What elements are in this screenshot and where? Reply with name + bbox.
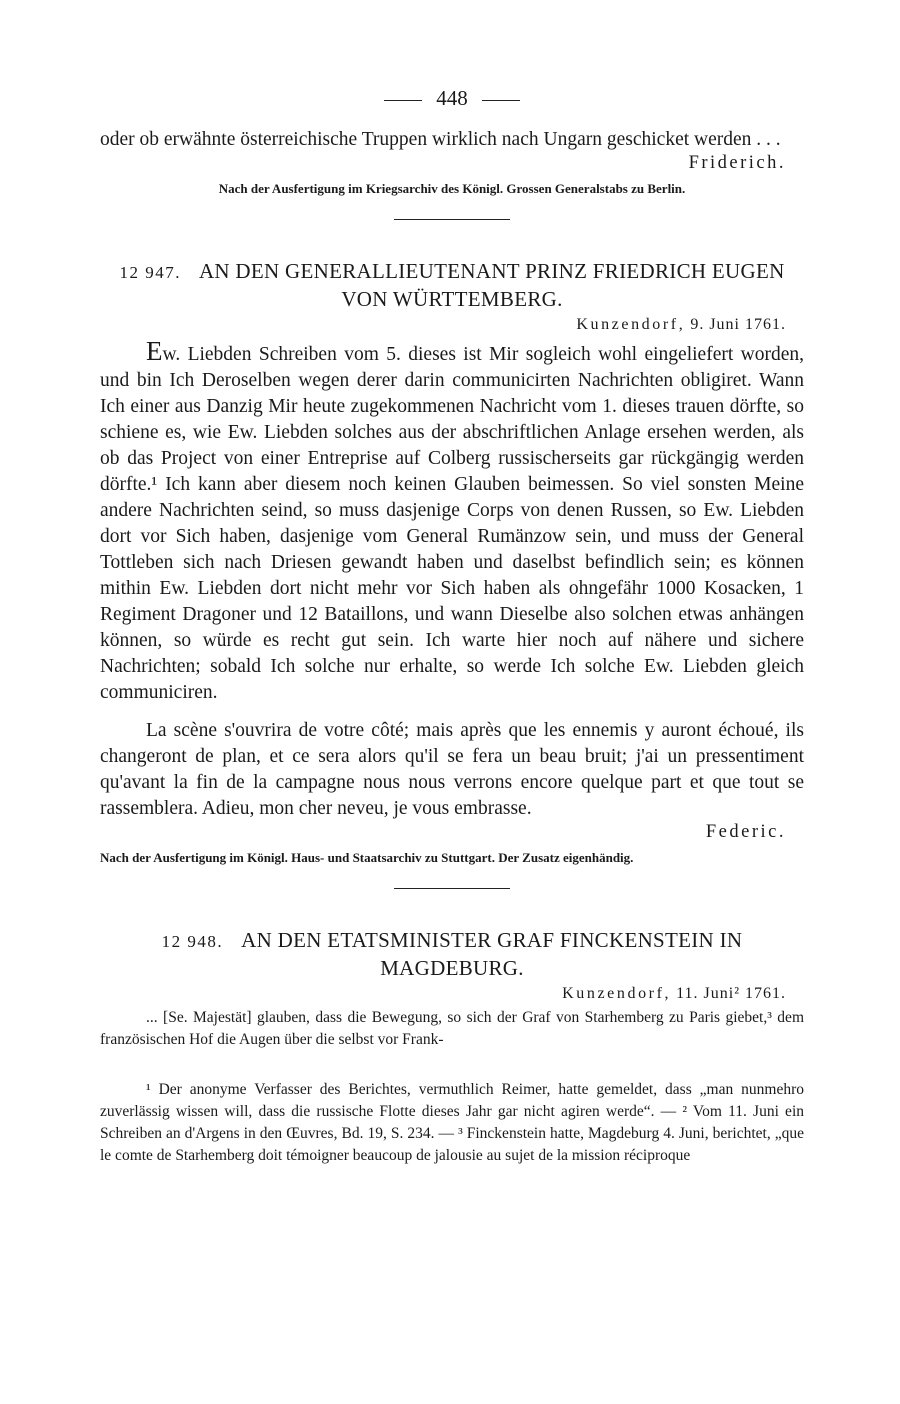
page (100, 86, 804, 1167)
letter-number: 12 947. (119, 263, 181, 282)
letter-body: ... [Se. Majestät] glauben, dass die Bewegung, so sich der Graf von Starhemberg zu Paris giebet,³ dem französischen Hof die Augen über die selbst vor Frank- (100, 1009, 804, 1048)
dateline-date: 9. Juni 1761. (690, 316, 786, 333)
letter-recipient: AN DEN ETATSMINISTER GRAF FINCKENSTEIN IN MAGDEBURG. (241, 928, 743, 980)
page-header (100, 86, 804, 111)
header-rule-right (482, 100, 520, 101)
footnote-text: ¹ Der anonyme Verfasser des Berichtes, vermuthlich Reimer, hatte gemeldet, dass „man nunmehro zuverlässig wissen will, dass die russische Flotte dieses Jahr gar nicht agiren werde“. — ² Vom 11. Juni ein Schreiben an d'Argens in den Œuvres, Bd. 19, S. 234. — ³ Finckenstein hatte, Magdeburg 4. Juni, berichtet, „que le comte de Starhemberg doit témoigner beaucoup de jalousie au sujet de la mission réciproque (100, 1081, 804, 1164)
signature-friderich: Friderich. (688, 153, 786, 173)
source-note: Nach der Ausfertigung im Kriegsarchiv des Königl. Grossen Generalstabs zu Berlin. (218, 181, 686, 196)
body-text: w. Liebden Schreiben vom 5. dieses ist Mir sogleich wohl eingeliefert worden, und bin Ich Deroselben wegen derer darin communicirten Nachrichten obligiret. Wann Ich einer aus Danzig Mir heute zugekommenen Nachricht vom 1. dieses trauen dörfte, so schiene es, wie Ew. Liebden solches aus der abschriftlichen Anlage ersehen werden, als ob das Project von einer Entreprise auf Colberg russischerseits gar rückgängig werden dörfte.¹ Ich kann aber diesem noch keinen Glauben beimessen. So viel sonsten Meine andere Nachrichten seind, so muss dasjenige Corps von denen Russen, so Ew. Liebden dort vor Sich haben, dasjenige vom General Rumänzow sein, und muss der General Tottleben sich nach Driesen gewandt haben und daselbst befindlich sein; es können mithin Ew. Liebden dort nicht mehr vor Sich haben als ohngefähr 1000 Kosacken, 1 Regiment Dragoner und 12 Bataillons, und wann Dieselbe also solchen etwas anhängen können, so würde es recht gut sein. Ich warte hier noch auf nähere und sichere Nachrichten; sobald Ich solche nur erhalte, so werde Ich solche Ew. Liebden gleich communiciren. (100, 344, 804, 703)
signature-federic: Federic. (705, 822, 786, 842)
continued-letter (100, 127, 804, 197)
dateline (100, 316, 786, 334)
dateline-date: 11. Juni² 1761. (676, 985, 786, 1002)
letter-body-german (100, 338, 804, 706)
letter-recipient: AN DEN GENERALLIEUTENANT PRINZ FRIEDRICH EUGEN VON WÜRTTEMBERG. (198, 259, 785, 311)
dateline (100, 985, 786, 1003)
letter-number: 12 948. (161, 932, 224, 951)
section-separator (394, 219, 510, 220)
letter-12947 (100, 258, 804, 866)
section-separator (394, 888, 510, 889)
letter-body-french: La scène s'ouvrira de votre côté; mais après que les ennemis y auront échoué, ils changeront de plan, et ce sera alors qu'il se fera un beau bruit; j'ai un pressentiment qu'avant la fin de la campagne nous nous verrons encore quelque part et que tout se rassemblera. Adieu, mon cher neveu, je vous embrasse. (100, 720, 804, 819)
continued-text: oder ob erwähnte österreichische Truppen wirklich nach Ungarn geschicket werden . . . (100, 129, 781, 150)
letter-heading (100, 927, 804, 981)
drop-cap: E (146, 336, 163, 366)
source-note: Nach der Ausfertigung im Königl. Haus- und Staatsarchiv zu Stuttgart. Der Zusatz eigenhändig. (100, 850, 634, 865)
dateline-place: Kunzendorf, (562, 985, 672, 1002)
page-number: 448 (436, 86, 468, 110)
dateline-place: Kunzendorf, (576, 316, 686, 333)
letter-12948 (100, 927, 804, 1051)
letter-heading (100, 258, 804, 312)
header-rule-left (384, 100, 422, 101)
footnotes (100, 1079, 804, 1167)
